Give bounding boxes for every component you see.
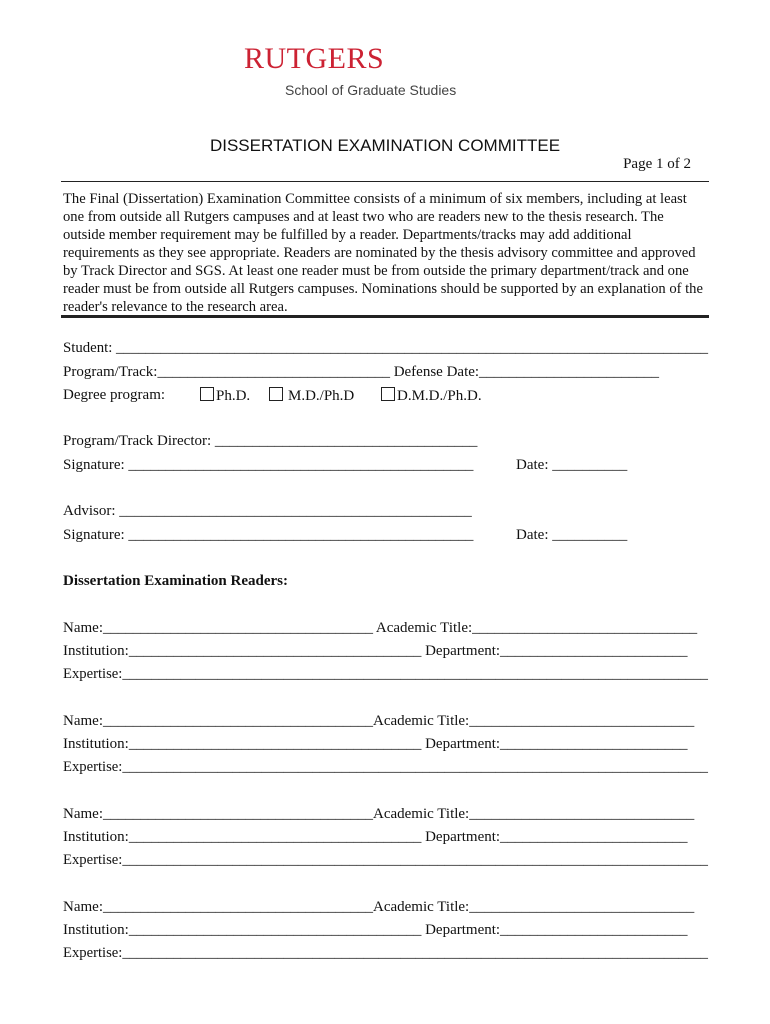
reader-2-name-title[interactable]: Name:____________________________________Academic Title:______________________________ — [63, 713, 695, 729]
degree-option-dmd-phd[interactable]: D.M.D./Ph.D. — [381, 387, 482, 405]
readers-heading: Dissertation Examination Readers: — [63, 573, 288, 589]
director-field[interactable]: Program/Track Director: ___________________________________ — [63, 433, 478, 449]
reader-3-institution-department[interactable]: Institution:_______________________________________ Department:_________________________ — [63, 829, 688, 845]
advisor-date-field[interactable]: Date: __________ — [516, 527, 628, 543]
director-signature-field[interactable]: Signature: ______________________________________________ — [63, 457, 474, 473]
degree-option-phd[interactable]: Ph.D. — [200, 387, 250, 405]
page-title: DISSERTATION EXAMINATION COMMITTEE — [209, 136, 561, 155]
degree-program-label: Degree program: — [63, 387, 166, 403]
reader-1-expertise[interactable]: Expertise:________________________________________________________________________________ — [63, 666, 708, 682]
student-field[interactable]: Student: ________________________________________________________________________________ — [63, 340, 709, 356]
checkbox-icon[interactable] — [269, 387, 283, 401]
checkbox-icon[interactable] — [200, 387, 214, 401]
reader-4-expertise[interactable]: Expertise:________________________________________________________________________________ — [63, 945, 708, 961]
reader-2-institution-department[interactable]: Institution:_______________________________________ Department:_________________________ — [63, 736, 688, 752]
intro-divider — [61, 315, 709, 318]
rutgers-logo: RUTGERS — [244, 42, 385, 75]
checkbox-icon[interactable] — [381, 387, 395, 401]
reader-1-institution-department[interactable]: Institution:_______________________________________ Department:_________________________ — [63, 643, 688, 659]
reader-3-expertise[interactable]: Expertise:________________________________________________________________________________ — [63, 852, 708, 868]
reader-1-name-title[interactable]: Name:____________________________________ Academic Title:______________________________ — [63, 620, 698, 636]
program-defense-field[interactable]: Program/Track:_______________________________ Defense Date:________________________ — [63, 364, 660, 380]
reader-2-expertise[interactable]: Expertise:________________________________________________________________________________ — [63, 759, 708, 775]
reader-4-institution-department[interactable]: Institution:_______________________________________ Department:_________________________ — [63, 922, 688, 938]
reader-4-name-title[interactable]: Name:____________________________________Academic Title:______________________________ — [63, 899, 695, 915]
reader-3-name-title[interactable]: Name:____________________________________Academic Title:______________________________ — [63, 806, 695, 822]
degree-option-md-phd[interactable]: M.D./Ph.D — [269, 387, 354, 405]
page-number: Page 1 of 2 — [623, 156, 691, 172]
advisor-signature-field[interactable]: Signature: ______________________________________________ — [63, 527, 474, 543]
intro-paragraph: The Final (Dissertation) Examination Committee consists of a minimum of six members, including at least one from outside all Rutgers campuses and at least two who are readers new to the thesis research. The outside member requirement may be fulfilled by a reader. Departments/tracks may add additional requirements as they see appropriate. Readers are nominated by the thesis advisory committee and approved by Track Director and SGS. At least one reader must be from outside the primary department/track and one reader must be from outside all Rutgers campuses. Nominations should be supported by an explanation of the reader's relevance to the research area. — [63, 191, 703, 315]
top-divider — [61, 181, 709, 182]
advisor-field[interactable]: Advisor: _______________________________________________ — [63, 503, 472, 519]
logo-subtitle: School of Graduate Studies — [285, 82, 457, 98]
director-date-field[interactable]: Date: __________ — [516, 457, 628, 473]
